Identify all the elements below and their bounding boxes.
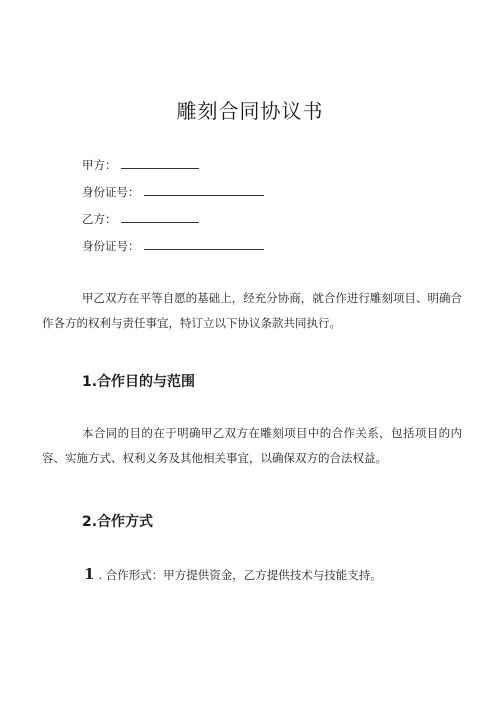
party-b-label: 乙方： (82, 212, 117, 226)
party-b-id-field (82, 238, 264, 253)
party-a-id-field (82, 184, 264, 199)
party-b-field (82, 211, 199, 226)
section-1-heading: 1.合作目的与范围 (82, 374, 196, 390)
party-a-id-blank (144, 184, 264, 196)
item-number: 1 (84, 565, 95, 583)
party-a-label: 甲方： (82, 158, 117, 172)
document-title: 雕刻合同协议书 (176, 99, 324, 123)
section-1-body: 本合同的目的在于明确甲乙双方在雕刻项目中的合作关系，包括项目的内容、实施方式、权利义务及其他相关事宜，以确保双方的合法权益。 (42, 426, 462, 465)
party-b-id-blank (144, 238, 264, 250)
section-2-item-1 (84, 565, 382, 583)
intro-paragraph: 甲乙双方在平等自愿的基础上，经充分协商，就合作进行雕刻项目、明确合作各方的权利与责任事宜，特订立以下协议条款共同执行。 (42, 291, 462, 330)
party-a-blank (121, 157, 199, 169)
party-b-id-label: 身份证号： (82, 239, 140, 253)
item-text: . 合作形式：甲方提供资金，乙方提供技术与技能支持。 (98, 568, 382, 582)
party-b-blank (121, 211, 199, 223)
party-a-id-label: 身份证号： (82, 185, 140, 199)
section-2-heading: 2.合作方式 (82, 514, 154, 530)
party-a-field (82, 157, 199, 172)
